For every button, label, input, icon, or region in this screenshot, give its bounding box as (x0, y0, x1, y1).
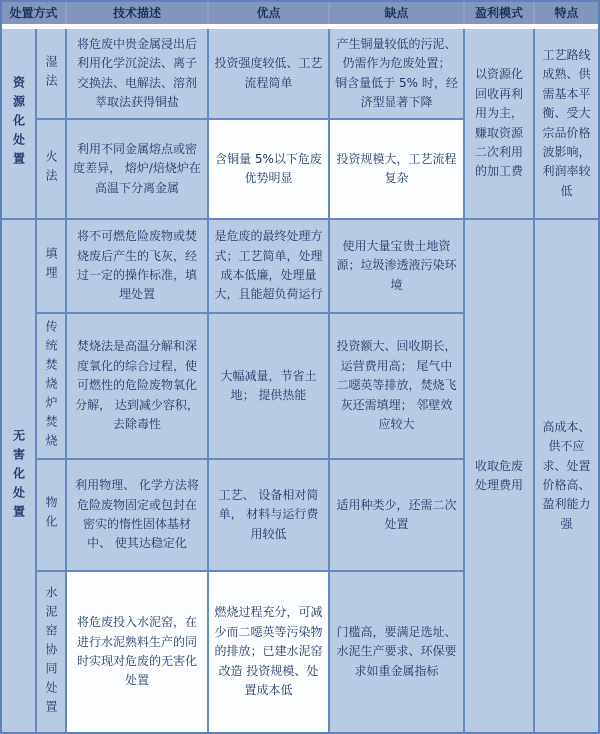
tech-description-cell: 利用物理、 化学方法将危险废物固定或包封在密实的惰性固体基材中、 使其达稳定化 (67, 460, 209, 572)
header-traits: 特点 (535, 2, 598, 24)
pros-cell: 含铜量 5%以下危废优势明显 (209, 120, 330, 220)
cons-cell: 使用大量宝贵土地资源；垃圾渗透液污染环境 (330, 220, 465, 314)
traits-cell-harmless: 高成本、供不应求、处置价格高、盈利能力强 (535, 220, 598, 732)
pros-cell: 工艺、 设备相对简单， 材料与运行费用较低 (209, 460, 330, 572)
section-label-resource-disposal: 资源化处置 (2, 29, 37, 220)
section-label-harmless-disposal: 无害化处置 (2, 220, 37, 732)
method-label-cement-kiln: 水泥窑协同处置 (37, 572, 67, 732)
header-pros: 优点 (209, 2, 330, 24)
pros-cell: 是危废的最终处理方式；工艺简单，处理成本低廉，处理量大，且能超负荷运行 (209, 220, 330, 314)
tech-description-cell: 将危废投入水泥窑，在进行水泥熟料生产的同时实现对危废的无害化处置 (67, 572, 209, 732)
tech-description-cell: 利用不同金属熔点或密度差异， 熔炉/焙烧炉在高温下分离金属 (67, 120, 209, 220)
header-cons: 缺点 (330, 2, 465, 24)
cons-cell: 产生铜量较低的污泥、仍需作为危废处置； 铜含量低于 5% 时，经济型显著下降 (330, 29, 465, 120)
method-label-physicochemical: 物化 (37, 460, 67, 572)
tech-description-cell: 将不可燃危险废物或焚烧废后产生的飞灰，经过一定的操作标准，填埋处置 (67, 220, 209, 314)
tech-description-cell: 焚烧法是高温分解和深度氧化的综合过程，使可燃性的危险废物氧化分解， 达到减少容积， 去除毒性 (67, 314, 209, 460)
method-label-landfill: 填埋 (37, 220, 67, 314)
cons-cell: 投资规模大，工艺流程复杂 (330, 120, 465, 220)
pros-cell: 燃烧过程充分，可减少而二噁英等污染物的排放；已建水泥窑改造 投资规模、处置成本低 (209, 572, 330, 732)
tech-description-cell: 将危废中贵金属浸出后利用化学沉淀法、离子交换法、电解法、溶剂萃取法获得铜盐 (67, 29, 209, 120)
pros-cell: 大幅减量，节省土地； 提供热能 (209, 314, 330, 460)
cons-cell: 投资额大、回收期长，运营费用高； 尾气中二噁英等排放，焚烧飞灰还需填埋； 邻壁效应较大 (330, 314, 465, 460)
header-disposal-method: 处置方式 (2, 2, 67, 24)
profit-model-cell-harmless: 收取危废处理费用 (465, 220, 535, 732)
method-label-traditional-incineration: 传统焚烧炉焚烧 (37, 314, 67, 460)
pros-cell: 投资强度较低、工艺流程简单 (209, 29, 330, 120)
method-label-fire-process: 火法 (37, 120, 67, 220)
method-label-wet-process: 湿法 (37, 29, 67, 120)
cons-cell: 门槛高，要满足选址、水泥生产要求、环保要求如重金属指标 (330, 572, 465, 732)
profit-model-cell-resource: 以资源化回收再利用为主，赚取资源二次利用的加工费 (465, 29, 535, 220)
cons-cell: 适用种类少，还需二次处置 (330, 460, 465, 572)
traits-cell-resource: 工艺路线成熟、供需基本平衡、受大宗品价格波影响，利润率较低 (535, 29, 598, 220)
header-tech-description: 技术描述 (67, 2, 209, 24)
header-profit-model: 盈利模式 (465, 2, 535, 24)
